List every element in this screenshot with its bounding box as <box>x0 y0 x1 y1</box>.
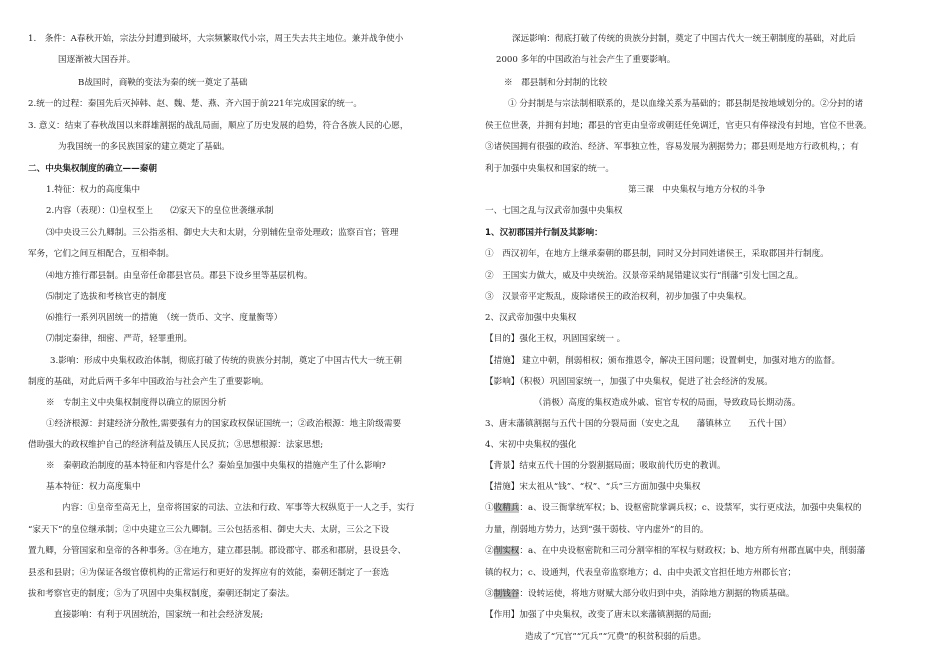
text-line: 国逐渐被大国吞并。 <box>58 55 136 65</box>
text-line: 1. 条件：A春秋开始，宗法分封遭到破坏，大宗频繁取代小宗，周王失去共主地位。兼并战争使小 <box>28 34 404 44</box>
item-number: ② <box>485 546 494 556</box>
text-line: ⑹推行一系列巩固统一的措施 （统一货币、文字、度量衡等） <box>46 313 283 323</box>
text-line: 【目的】强化王权，巩固国家统一 。 <box>485 334 626 344</box>
text-line: ② 王国实力做大，威及中央统治。汉景帝采纳晁错建议实行“削藩”引发七国之乱。 <box>485 271 804 281</box>
text-line: 直接影响：有利于巩固统治，国家统一和社会经济发展; <box>54 610 264 620</box>
text-line: ※ 专制主义中央集权制度得以确立的原因分析 <box>46 398 227 408</box>
text-line: 侯王位世袭，并拥有封地；郡县的官吏由皇帝或朝廷任免调迁，官吏只有俸禄没有封地，官位不世袭。 <box>485 121 872 131</box>
text-line: 【措施】 建立中朝，削弱相权；颁布推恩令，解决王国问题；设置刺史，加强对地方的监督。 <box>485 356 841 366</box>
text-line <box>485 545 865 557</box>
text-line: ⑷地方推行郡县制。由皇帝任命郡县官员。郡县下设乡里等基层机构。 <box>46 271 313 281</box>
text-line: ① 分封制是与宗法制相联系的，是以血缘关系为基础的；郡县制是按地域划分的。②分封的诸 <box>508 99 864 109</box>
text-line: ①经济根源：封建经济分散性,需要强有力的国家政权保证国统一；②政治根源：地主阶级需要 <box>46 419 402 429</box>
text-line: 【背景】结束五代十国的分裂割据局面；吸取前代历史的教训。 <box>485 461 726 471</box>
text-line: 基本特征：权力高度集中 <box>46 482 141 492</box>
text-line: 拔和考察官吏的制度；⑤为了巩固中央集权制度，秦朝还制定了秦法。 <box>28 589 295 599</box>
lesson-title: 第三课 中央集权与地方分权的斗争 <box>628 185 766 195</box>
text-line: ※ 秦朝政治制度的基本特征和内容是什么？秦始皇加强中央集权的措施产生了什么影响? <box>46 461 386 471</box>
text-line: 借助强大的政权维护自己的经济利益及镇压人民反抗；③思想根源：法家思想; <box>28 440 324 450</box>
text-line: ⑶中央设三公九卿制。三公指丞相、御史大夫和太尉，分别辅佐皇帝处理政；监察百官；管理 <box>46 228 399 238</box>
text-line: 深远影响：彻底打破了传统的贵族分封制，奠定了中国古代大一统王朝制度的基础，对此后 <box>512 34 856 44</box>
text-line: ⑸制定了选拔和考核官吏的制度 <box>46 292 167 302</box>
text-line: 3、唐末藩镇割据与五代十国的分裂局面（安史之乱 藩镇林立 五代十国） <box>485 419 792 429</box>
section-heading: 二、中央集权制度的确立——秦朝 <box>28 164 157 174</box>
highlighted-term: 收精兵 <box>493 503 520 513</box>
text-line: ※ 郡县制和分封制的比较 <box>504 78 608 88</box>
text-line: 【作用】加强了中央集权，改变了唐末以来藩镇割据的局面; <box>485 610 712 620</box>
text-line: 置九卿，分管国家和皇帝的各种事务。③在地方，建立郡县制。郡设郡守、郡丞和郡尉，县设县令、 <box>28 546 407 556</box>
text-line: 力量，削弱地方势力，达到“强干弱枝、守内虚外”的目的。 <box>485 525 709 535</box>
text-line: 造成了“冗官”“冗兵”“冗费”的积贫积弱的后患。 <box>525 632 707 642</box>
text-line: 4、宋初中央集权的强化 <box>485 440 577 450</box>
text-line: 为我国统一的多民族国家的建立奠定了基础。 <box>58 142 230 152</box>
item-number: ① <box>485 503 494 513</box>
subsection-heading: 1、汉初郡国并行制及其影响： <box>485 228 603 238</box>
text-line: ③诸侯国拥有很强的政治、经济、军事独立性，容易发展为割据势力；郡县则是地方行政机构，；有 <box>485 142 859 152</box>
text-line: 3. 意义：结束了春秋战国以来群雄割据的战乱局面，顺应了历史发展的趋势，符合各族人民的心愿， <box>28 121 409 131</box>
text-line: 【影响】（积极）巩固国家统一，加强了中央集权，促进了社会经济的发展。 <box>485 377 773 387</box>
text-line: 1.特征：权力的高度集中 <box>46 185 141 195</box>
text-line <box>485 588 794 600</box>
highlighted-term: 削实权 <box>493 546 520 556</box>
text-line: 2、汉武帝加强中央集权 <box>485 313 577 323</box>
text-line: ① 西汉初年，在地方上继承秦朝的郡县制，同时又分封同姓诸侯王，采取郡国并行制度。 <box>485 249 829 259</box>
text-line: ⑺制定秦律，细密、严苛，轻罪重刑。 <box>46 334 193 344</box>
highlighted-term: 制钱谷 <box>493 589 520 599</box>
item-number: ③ <box>485 589 494 599</box>
item-text: ：设转运使，将地方财赋大部分收归到中央，消除地方割据的物质基础。 <box>519 589 795 599</box>
text-line: 2.内容（表现）：⑴皇权至上 ⑵家天下的皇位世袭继承制 <box>46 206 274 216</box>
text-line: 2.统一的过程：秦国先后灭掉韩、赵、魏、楚、燕、齐六国于前221年完成国家的统一。 <box>28 99 362 109</box>
text-line <box>485 502 861 514</box>
text-line: 2000 多年的中国政治与社会产生了重要影响。 <box>496 55 676 65</box>
text-line: 3.影响：形成中央集权政治体制，彻底打破了传统的贵族分封制，奠定了中国古代大一统王朝 <box>50 356 402 366</box>
item-text: ：a、设三衙掌统军权；b、设枢密院掌调兵权；c、设禁军，实行更戍法，加强中央集权的 <box>519 503 862 513</box>
text-line: 利于加强中央集权和国家的统一。 <box>485 164 614 174</box>
text-line: 县丞和县尉；④为保证各级官僚机构的正常运行和更好的发挥应有的效能，秦朝还制定了一套选 <box>28 568 389 578</box>
text-line: 内容：①皇帝至高无上，皇帝将国家的司法、立法和行政、军事等大权纵览于一人之手，实行 <box>62 503 415 513</box>
text-line: （消极）高度的集权造成外戚、宦官专权的局面，导致政局长期动荡。 <box>534 398 801 408</box>
text-line: 制度的基础，对此后两千多年中国政治与社会产生了重要影响。 <box>28 377 269 387</box>
text-line: 镇的权力；c、设通判，代表皇帝监察地方；d、由中央派文官担任地方州郡长官； <box>485 568 797 578</box>
text-line: B战国时，商鞅的变法为秦的统一奠定了基础 <box>78 78 248 88</box>
text-line: “家天下”的皇位继承制；②中央建立三公九卿制。三公包括丞相、御史大夫、太尉，三公之下设 <box>28 525 390 535</box>
item-text: ：a、在中央设枢密院和三司分割宰相的军权与财政权；b、地方所有州郡直属中央，削弱藩 <box>519 546 866 556</box>
text-line: ③ 汉景帝平定叛乱，废除诸侯王的政治权利，初步加强了中央集权。 <box>485 292 752 302</box>
text-line: 【措施】宋太祖从“钱”、“权”、“兵”三方面加强中央集权 <box>485 482 701 492</box>
text-line: 军务，它们之间互相配合，互相牵制。 <box>28 249 175 259</box>
section-heading: 一、七国之乱与汉武帝加强中央集权 <box>485 206 623 216</box>
